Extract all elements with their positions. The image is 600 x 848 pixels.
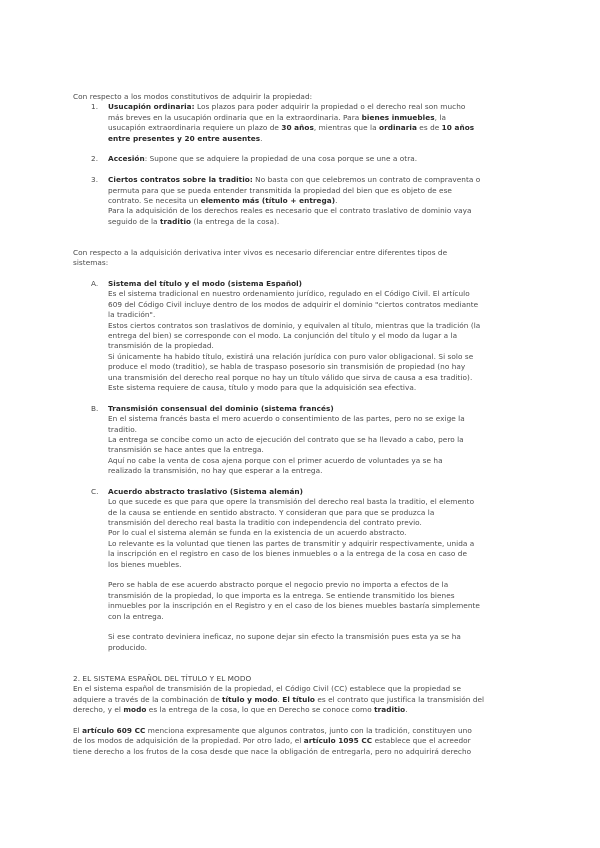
bold-text-run: Acuerdo abstracto traslativo (Sistema alemán) [108, 486, 304, 496]
text-run: (la entrega de la cosa). [191, 216, 280, 226]
list-marker: 1. [91, 102, 99, 112]
text-line [73, 695, 543, 705]
bold-text-run: ordinaria [379, 123, 417, 133]
text-line [108, 331, 543, 341]
document-page [73, 92, 543, 757]
text-line [108, 134, 543, 144]
text-run: En el sistema francés basta el mero acuerdo o consentimiento de las partes, pero no se exige la [108, 414, 465, 424]
text-line [108, 383, 543, 393]
text-run: , la [434, 112, 446, 122]
text-line [108, 186, 543, 196]
text-line [108, 321, 543, 331]
text-line [108, 362, 543, 372]
text-line [108, 539, 543, 549]
bold-text-run: modo [123, 705, 147, 715]
text-line [108, 206, 543, 216]
list-item-contratos [73, 175, 543, 227]
blank-line [108, 570, 543, 580]
list-marker: 2. [91, 154, 99, 164]
list-marker: 3. [91, 175, 99, 185]
text-run: 609 del Código Civil incluye dentro de los modos de adquirir el dominio "ciertos contratos mediante [108, 299, 479, 309]
system-item-french [73, 404, 543, 477]
text-line [108, 632, 543, 642]
text-run: permuta para que se pueda entender transmitida la propiedad del bien que es objeto de ese [108, 185, 452, 195]
section2-paragraph-2 [73, 726, 543, 757]
text-line [108, 560, 543, 570]
text-run: tiene derecho a los frutos de la cosa desde que nace la obligación de entregarla, pero no adquirirá derecho [73, 746, 472, 756]
text-line [108, 373, 543, 383]
text-run: una transmisión del derecho real porque no hay un título válido que sirva de causa a esa traditio). [108, 372, 473, 382]
text-line [108, 612, 543, 622]
text-run: entrega del bien) se corresponde con el modo. La conjunción del título y el modo da lugar a la [108, 330, 458, 340]
section-heading: 2. EL SISTEMA ESPAÑOL DEL TÍTULO Y EL MODO [73, 673, 252, 683]
text-run: de los modos de adquisición de la propiedad. Por otro lado, el [73, 736, 304, 746]
bold-text-run: 10 años [441, 123, 475, 133]
text-line [108, 123, 543, 133]
bold-text-run: 30 años [281, 123, 314, 133]
text-run: inmuebles por la inscripción en el Registro y en el caso de los bienes muebles bastaría simplemente [108, 601, 480, 611]
bold-text-run: El título [282, 694, 315, 704]
text-run: producido. [108, 642, 148, 652]
text-line [108, 580, 543, 590]
text-line [108, 425, 543, 435]
text-run: usucapión extraordinaria requiere un plazo de [108, 123, 282, 133]
text-line [108, 279, 543, 289]
text-line [108, 508, 543, 518]
text-run: traditio. [108, 424, 137, 434]
text-run: adquiere a través de la combinación de [73, 694, 223, 704]
text-line [108, 445, 543, 455]
bold-text-run: título y modo [222, 694, 278, 704]
text-line [108, 528, 543, 538]
bold-text-run: traditio [159, 216, 192, 226]
text-run: establece que el acreedor [372, 736, 471, 746]
text-line [108, 341, 543, 351]
text-line [108, 456, 543, 466]
system-item-spanish [73, 279, 543, 393]
text-run: produce el modo (traditio), se habla de traspaso posesorio sin transmisión de propiedad (no hay [108, 362, 466, 372]
text-run: contrato. Se necesita un [108, 195, 201, 205]
text-line [108, 414, 543, 424]
text-run: los bienes muebles. [108, 559, 182, 569]
text-run: transmisión de la propiedad. [108, 341, 214, 351]
bold-text-run: elemento más (título + entrega) [200, 195, 336, 205]
text-run: Si únicamente ha habido título, existirá una relación jurídica con puro valor obligacional. Si solo se [108, 351, 474, 361]
text-line [108, 404, 543, 414]
text-run: Si ese contrato deviniera ineficaz, no supone dejar sin efecto la transmisión pues esta ya se ha [108, 632, 461, 642]
text-run: Los plazos para poder adquirir la propiedad o el derecho real son mucho [194, 102, 466, 112]
list-marker: A. [91, 279, 99, 289]
text-line [108, 497, 543, 507]
text-run: Para la adquisición de los derechos reales es necesario que el contrato traslativo de dominio vaya [108, 206, 472, 216]
text-run: No basta con que celebremos un contrato de compraventa o [252, 175, 481, 185]
list-item-usucapion [73, 102, 543, 144]
text-run: transmisión del derecho real basta la traditio con independencia del contrato previo. [108, 518, 422, 528]
text-run: . [405, 705, 408, 715]
text-line [108, 289, 543, 299]
text-line [108, 102, 543, 112]
text-line [108, 601, 543, 611]
text-run: : Supone que se adquiere la propiedad de una cosa porque se une a otra. [144, 154, 418, 164]
bold-text-run: Usucapión ordinaria: [108, 102, 195, 112]
text-line [73, 684, 543, 694]
blank-line [108, 622, 543, 632]
text-run: Con respecto a la adquisición derivativa inter vivos es necesario diferenciar entre diferentes tipos de [73, 247, 448, 257]
text-line [108, 154, 543, 164]
text-run: transmisión de la propiedad, lo que importa es la entrega. Se entiende transmitido los bienes [108, 590, 455, 600]
text-run: más breves en la usucapión ordinaria que en la extraordinaria. Para [108, 112, 362, 122]
text-line [108, 549, 543, 559]
text-run: de la causa se entiende en sentido abstracto. Y consideran que para que se produzca la [108, 507, 435, 517]
text-line [73, 747, 543, 757]
text-run: Aquí no cabe la venta de cosa ajena porque con el primer acuerdo de voluntades ya se ha [108, 455, 443, 465]
bold-text-run: traditio [374, 705, 406, 715]
text-line [73, 248, 543, 258]
list-marker: C. [91, 486, 99, 496]
text-line [73, 92, 543, 102]
text-run: Con respecto a los modos constitutivos de adquirir la propiedad: [73, 92, 313, 101]
text-line [108, 113, 543, 123]
text-line [73, 258, 543, 268]
text-run: . [277, 694, 283, 704]
text-line [108, 591, 543, 601]
text-run: La entrega se concibe como un acto de ejecución del contrato que se ha llevado a cabo, pero la [108, 434, 464, 444]
text-line [73, 726, 543, 736]
text-run: es la entrega de la cosa, lo que en Derecho se conoce como [146, 705, 375, 715]
list-item-accesion [73, 154, 543, 164]
list-marker: B. [91, 403, 99, 413]
text-run: El [73, 725, 83, 735]
text-run: es de [416, 123, 442, 133]
text-run: la inscripción en el registro en caso de los bienes inmuebles o a la entrega de la cosa en caso de [108, 549, 467, 559]
text-line [108, 196, 543, 206]
text-line [108, 300, 543, 310]
text-run: con la entrega. [108, 611, 164, 621]
text-run: Estos ciertos contratos son traslativos de dominio, y equivalen al título, mientras que la tradición (la [108, 320, 481, 330]
bold-text-run: Transmisión consensual del dominio (sistema francés) [108, 403, 334, 413]
text-run: Lo relevante es la voluntad que tienen las partes de transmitir y adquirir respectivamente, unida a [108, 538, 475, 548]
intro-paragraph [73, 92, 543, 102]
text-run: Por lo cual el sistema alemán se funda en la existencia de un acuerdo abstracto. [108, 528, 407, 538]
text-run: seguido de la [108, 216, 160, 226]
text-line [108, 466, 543, 476]
text-line [73, 705, 543, 715]
derivative-paragraph [73, 248, 543, 269]
text-run: Este sistema requiere de causa, título y modo para que la adquisición sea efectiva. [108, 382, 417, 392]
text-run: la tradición". [108, 310, 156, 320]
text-run: derecho, y el [73, 705, 124, 715]
bold-text-run: artículo 609 CC [82, 725, 146, 735]
bold-text-run: bienes inmuebles [361, 112, 435, 122]
text-line [73, 736, 543, 746]
bold-text-run: Sistema del título y el modo (sistema Español) [108, 279, 303, 289]
section2-paragraph-1 [73, 684, 543, 715]
text-run: . [335, 195, 338, 205]
text-run: . [260, 133, 263, 143]
text-line [108, 643, 543, 653]
bold-text-run: entre presentes y 20 entre ausentes [108, 133, 261, 143]
text-run: menciona expresamente que algunos contratos, junto con la tradición, constituyen uno [145, 725, 472, 735]
text-line [108, 352, 543, 362]
text-run: Es el sistema tradicional en nuestro ordenamiento jurídico, regulado en el Código Civil. El artículo [108, 289, 470, 299]
text-line [108, 217, 543, 227]
text-line [108, 487, 543, 497]
text-line [108, 435, 543, 445]
text-run: En el sistema español de transmisión de la propiedad, el Código Civil (CC) establece que la propiedad se [73, 684, 461, 694]
text-run: sistemas: [73, 258, 109, 268]
text-run: , mientras que la [313, 123, 379, 133]
text-run: Pero se habla de ese acuerdo abstracto porque el negocio previo no importa a efectos de la [108, 580, 449, 590]
text-run: realizado la transmisión, no hay que esperar a la entrega. [108, 466, 323, 476]
text-run: es el contrato que justifica la transmisión del [314, 694, 485, 704]
bold-text-run: Ciertos contratos sobre la traditio: [108, 175, 253, 185]
text-line [108, 175, 543, 185]
system-item-german [73, 487, 543, 653]
bold-text-run: artículo 1095 CC [303, 736, 373, 746]
bold-text-run: Accesión [108, 154, 145, 164]
text-run: Lo que sucede es que para que opere la transmisión del derecho real basta la traditio, el elemento [108, 497, 475, 507]
text-line [108, 310, 543, 320]
text-run: transmisión se hace antes que la entrega. [108, 445, 264, 455]
text-line [108, 518, 543, 528]
